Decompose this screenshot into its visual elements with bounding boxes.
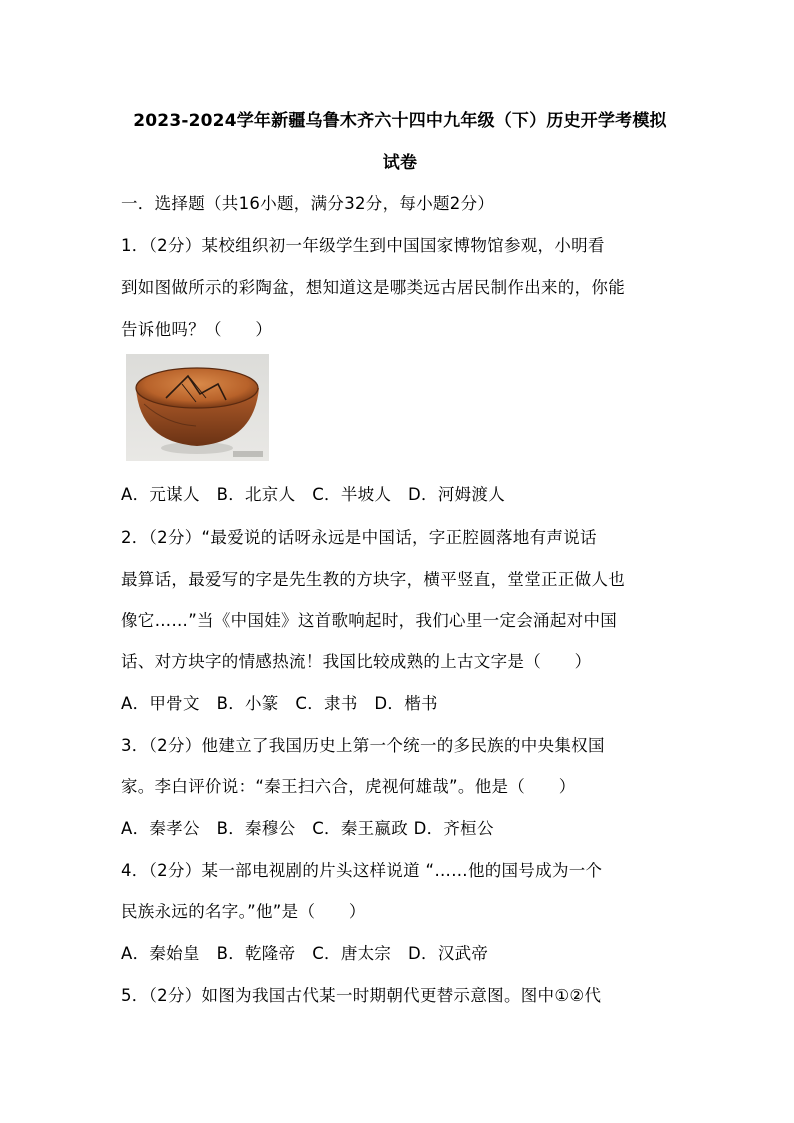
question-4-line-2: 民族永远的名字。”他”是（ ） — [121, 902, 366, 921]
question-3-line-2: 家。李白评价说：“秦王扫六合，虎视何雄哉”。他是（ ） — [121, 777, 576, 796]
painted-pottery-bowl-image — [126, 354, 269, 461]
question-5-line-1: 5．（2分）如图为我国古代某一时期朝代更替示意图。图中①②代 — [121, 986, 602, 1005]
question-2-line-1: 2．（2分）“最爱说的话呀永远是中国话，字正腔圆落地有声说话 — [121, 528, 597, 547]
question-3-options: A．秦孝公 B．秦穆公 C．秦王嬴政 D．齐桓公 — [121, 819, 494, 838]
question-3-line-1: 3．（2分）他建立了我国历史上第一个统一的多民族的中央集权国 — [121, 736, 605, 755]
question-1-line-1: 1．（2分）某校组织初一年级学生到中国国家博物馆参观，小明看 — [121, 236, 605, 255]
question-1-line-2: 到如图做所示的彩陶盆，想知道这是哪类远古居民制作出来的，你能 — [121, 278, 625, 297]
bowl-illustration — [126, 354, 269, 461]
question-4-options: A．秦始皇 B．乾隆帝 C．唐太宗 D．汉武帝 — [121, 944, 489, 963]
question-2-line-2: 最算话，最爱写的字是先生教的方块字，横平竖直，堂堂正正做人也 — [121, 570, 625, 589]
question-2-line-3: 像它……”当《中国娃》这首歌响起时，我们心里一定会涌起对中国 — [121, 611, 618, 630]
question-1-options: A．元谋人 B．北京人 C．半坡人 D．河姆渡人 — [121, 485, 506, 504]
question-2-options: A．甲骨文 B．小篆 C．隶书 D．楷书 — [121, 694, 438, 713]
question-4-line-1: 4．（2分）某一部电视剧的片头这样说道 “……他的国号成为一个 — [121, 861, 603, 880]
question-1-line-3: 告诉他吗？（ ） — [121, 320, 273, 339]
exam-title-line-1: 2023-2024学年新疆乌鲁木齐六十四中九年级（下）历史开学考模拟 — [133, 111, 667, 131]
question-2-line-4: 话、对方块字的情感热流！我国比较成熟的上古文字是（ ） — [121, 652, 592, 671]
section-heading: 一．选择题（共16小题，满分32分，每小题2分） — [121, 194, 495, 213]
exam-title-line-2: 试卷 — [382, 153, 418, 173]
museum-watermark — [233, 451, 263, 457]
